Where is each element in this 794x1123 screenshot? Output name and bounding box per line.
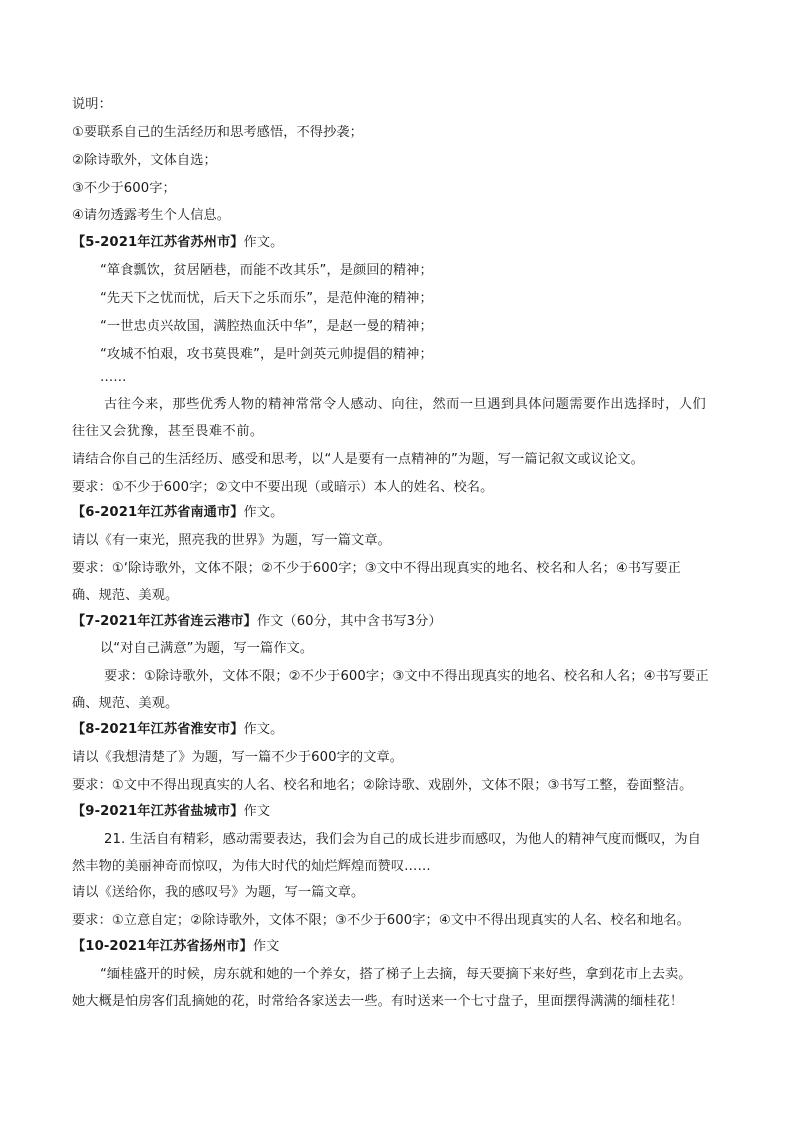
quote-line: “先天下之忧而忧，后天下之乐而乐”，是范仲淹的精神； (100, 291, 433, 306)
requirement-line: 确、规范、美观。 (72, 588, 179, 603)
section-source: 【7-2021年江苏省连云港市】 (72, 614, 257, 629)
section-heading (72, 613, 732, 631)
quote-line: “攻城不怕艰，攻书莫畏难”，是叶剑英元帅提倡的精神； (100, 347, 433, 362)
section-heading (72, 721, 732, 739)
prompt-line: 请以《我想清楚了》为题，写一篇不少于600字的文章。 (72, 750, 404, 765)
section-label: 作文。 (243, 235, 284, 250)
requirement-line: 要求：①立意自定；②除诗歌外，文体不限；③不少于600字；④文中不得出现真实的人名、校名和地名。 (72, 913, 690, 928)
section-label: 作文 (243, 804, 271, 819)
note-item: ①要联系自己的生活经历和思考感悟，不得抄袭； (72, 125, 363, 140)
requirement-line: 要求：①文中不得出现真实的人名、校名和地名；②除诗歌、戏剧外，文体不限；③书写工整，卷面整洁。 (72, 778, 693, 793)
paragraph-line: 往往又会犹豫，甚至畏难不前。 (72, 424, 264, 439)
requirement-line: 要求：①除诗歌外，文体不限；②不少于600字；③文中不得出现真实的地名、校名和人名；④书写要正 (104, 669, 709, 684)
section-heading (72, 938, 732, 956)
section-heading (72, 234, 732, 252)
section-heading (72, 803, 732, 821)
ellipsis-line: …… (100, 370, 127, 385)
prompt-line: 请以《送给你，我的感叹号》为题，写一篇文章。 (72, 885, 365, 900)
paragraph-line: “缅桂盛开的时候，房东就和她的一个养女，搭了梯子上去摘，每天要摘下来好些，拿到花市上去卖。 (100, 967, 692, 982)
section-source: 【5-2021年江苏省苏州市】 (72, 235, 244, 250)
note-item: ②除诗歌外，文体自选； (72, 153, 217, 168)
requirement-line: 确、规范、美观。 (72, 696, 179, 711)
section-heading (72, 504, 732, 522)
paragraph-line: 她大概是怕房客们乱摘她的花，时常给各家送去一些。有时送来一个七寸盘子，里面摆得满满的缅桂花！ (72, 994, 684, 1009)
paragraph-line: 然丰物的美丽神奇而惊叹，为伟大时代的灿烂辉煌而赞叹…… (72, 859, 431, 874)
note-item: ③不少于600字； (72, 181, 176, 196)
prompt-line: 请以《有一束光，照亮我的世界》为题，写一篇文章。 (72, 533, 391, 548)
section-source: 【8-2021年江苏省淮安市】 (72, 722, 244, 737)
section-source: 【6-2021年江苏省南通市】 (72, 505, 244, 520)
section-source: 【9-2021年江苏省盐城市】 (72, 804, 244, 819)
paragraph-line: 古往今来，那些优秀人物的精神常常令人感动、向往，然而一旦遇到具体问题需要作出选择时，人们 (104, 397, 707, 412)
paragraph-line: 21. 生活自有精彩，感动需要表达，我们会为自己的成长进步而感叹，为他人的精神气度而慨叹，为自 (104, 832, 701, 847)
prompt-line: 请结合你自己的生活经历、感受和思考，以“人是要有一点精神的”为题，写一篇记叙文或议论文。 (72, 452, 644, 467)
section-source: 【10-2021年江苏省扬州市】 (72, 939, 253, 954)
quote-line: “一世忠贞兴故国，满腔热血沃中华”，是赵一曼的精神； (100, 319, 433, 334)
section-label: 作文。 (243, 505, 284, 520)
requirement-line: 要求：①‘除诗歌外，文体不限；②不少于600字；③文中不得出现真实的地名、校名和人名；④书写要正 (72, 561, 681, 576)
section-label: 作文（60分，其中含书写3分） (256, 614, 442, 629)
note-item: ④请勿透露考生个人信息。 (72, 208, 231, 223)
prompt-line: 以“对自己满意”为题，写一篇作文。 (100, 641, 314, 656)
section-label: 作文 (252, 939, 280, 954)
section-label: 作文。 (243, 722, 284, 737)
note-heading: 说明： (72, 97, 112, 112)
requirement-line: 要求：①不少于600字；②文中不要出现（或暗示）本人的姓名、校名。 (72, 480, 494, 495)
quote-line: “箪食瓢饮，贫居陋巷，而能不改其乐”，是颜回的精神； (100, 263, 433, 278)
